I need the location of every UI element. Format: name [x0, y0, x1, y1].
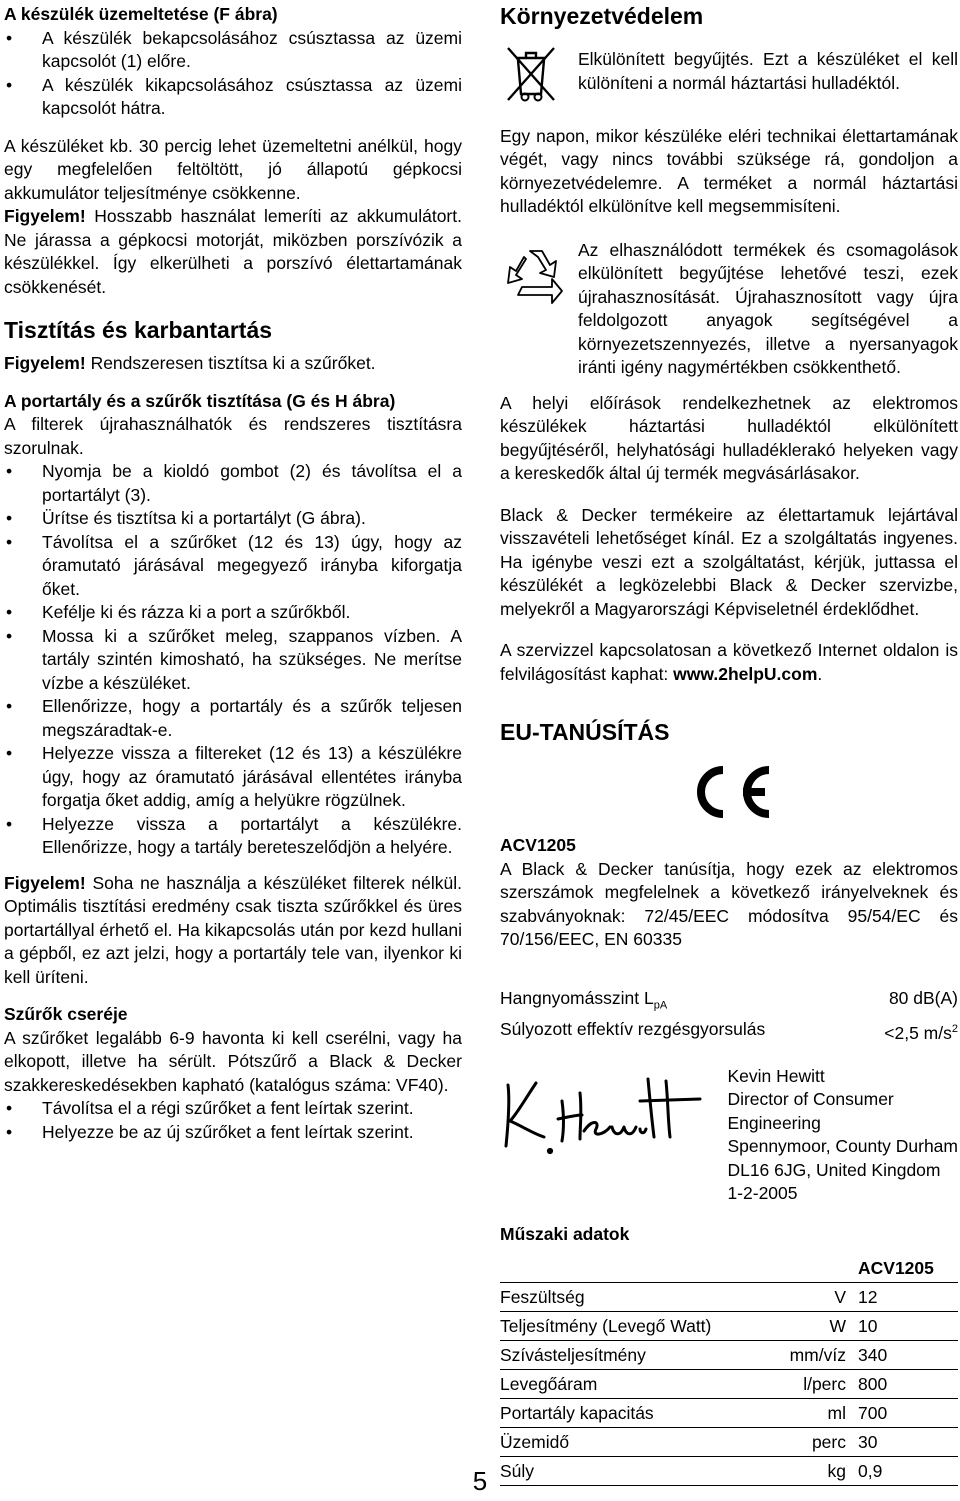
warning-paragraph — [4, 205, 462, 299]
signature-image — [500, 1071, 710, 1161]
operation-list — [4, 27, 462, 121]
signature-date: 1-2-2005 — [727, 1183, 798, 1204]
table-row: Feszültség V 12 — [500, 1283, 958, 1312]
section-title-environment: Környezetvédelem — [500, 3, 704, 29]
signer-name: Kevin Hewitt — [727, 1065, 825, 1086]
list-item: • Helyezze vissza a portartályt a készülékre. Ellenőrizze, hogy a tartály bereteszelődjön a helyére. — [4, 813, 462, 860]
service-url: www.2helpU.com — [673, 663, 818, 684]
paragraph: A szűrőket legalább 6-9 havonta ki kell cserélni, vagy ha elkopott, illetve ha sérült. Pótszűrő a Black & Decker szakkereskedésekben kapható (katalógus száma: VF40). — [4, 1027, 462, 1095]
ce-mark — [500, 762, 958, 824]
crossed-bin-icon — [500, 42, 578, 111]
table-row: Portartály kapacitás ml 700 — [500, 1399, 958, 1428]
specs-table — [500, 1254, 958, 1486]
section-title-cleaning: Tisztítás és karbantartás — [4, 317, 273, 343]
vibration-row: Súlyozott effektív rezgésgyorsulás <2,5 $m/s^2$ — [500, 1018, 958, 1043]
paragraph: A filterek újrahasználhatók és rendszeres tisztításra szorulnak. — [4, 414, 462, 458]
list-item: • Mossa ki a szűrőket meleg, szappanos vízben. A tartály szintén kimosható, ha szükséges. Ne merítse vízbe a készüléket. — [4, 625, 462, 696]
paragraph: A szervizzel kapcsolatosan a következő Internet oldalon is felvilágosítást kaphat: www.2helpU.com. — [500, 640, 958, 684]
list-item: • A készülék kikapcsolásához csúsztassa az üzemi kapcsolót hátra. — [4, 74, 462, 121]
list-item: • Ellenőrizze, hogy a portartály és a szűrők teljesen megszáradtak-e. — [4, 695, 462, 742]
list-item: • Ürítse és tisztítsa ki a portartályt (G ábra). — [4, 507, 462, 531]
paragraph: A helyi előírások rendelkezhetnek az elektromos készülékek háztartási hulladéktól elkülönített begyűjtéséről, helyhatósági hulladéklerakó helyeken vagy a kereskedők által új termék megvásárlásakor. — [500, 392, 958, 483]
list-item: • Kefélje ki és rázza ki a port a szűrőkből. — [4, 601, 462, 625]
recycle-block — [500, 239, 958, 380]
warning-paragraph — [4, 352, 462, 376]
section-title-filters: A portartály és a szűrők tisztítása (G és H ábra) — [4, 390, 396, 411]
replacement-list — [4, 1097, 462, 1144]
table-row: Súly kg 0,9 — [500, 1457, 958, 1486]
weee-block — [500, 42, 958, 111]
table-row: Szívásteljesítmény mm/víz 340 — [500, 1341, 958, 1370]
warning-label: Figyelem! — [4, 206, 86, 226]
paragraph: Egy napon, mikor készüléke eléri technikai élettartamának végét, vagy nincs további szüksége rá, gondoljon a környezetvédelemre. A terméket a normál háztartási hulladéktól elkülönítve kell megsemmisíteni. — [500, 125, 958, 216]
section-title-filter-replacement: Szűrők cseréje — [4, 1004, 128, 1024]
signer-address: DL16 6JG, United Kingdom — [727, 1159, 941, 1180]
paragraph: A készüléket kb. 30 percig lehet üzemeltetni anélkül, hogy egy megfelelően feltöltött, jó állapotú gépkocsi akkumulátor teljesítménye csökkenne. — [4, 135, 462, 203]
warning-text: Hosszabb használat lemeríti az akkumulátort. Ne járassa a gépkocsi motorját, miközben porszívózik a készülékkel. Így elkerülheti a porszívó élettartamának csökkenését. — [4, 206, 462, 297]
paragraph: Elkülönített begyűjtés. Ezt a készüléket el kell különíteni a normál háztartási hulladéktól. — [578, 49, 958, 93]
list-item: • Nyomja be a kioldó gombot (2) és távolítsa el a portartályt (3). — [4, 460, 462, 507]
table-row: Teljesítmény (Levegő Watt) W 10 — [500, 1312, 958, 1341]
table-header-row — [500, 1254, 958, 1283]
measurements — [500, 987, 958, 1045]
cleaning-steps-list — [4, 460, 462, 860]
signer-title: Director of Consumer — [727, 1089, 894, 1110]
right-column — [500, 0, 958, 1486]
signer-address: Spennymoor, County Durham — [727, 1136, 958, 1157]
list-item: • A készülék bekapcsolásához csúsztassa az üzemi kapcsolót (1) előre. — [4, 27, 462, 74]
paragraph: Black & Decker termékeire az élettartamuk lejártával visszavételi lehetőséget kínál. Ez a szolgáltatás ingyenes. Ha igénybe veszi ezt a szolgáltatást, kérjük, juttassa el készülékét a legközelebbi Black & Decker szervizbe, melyekről a Magyarországi Képviseletnél érdeklődhet. — [500, 504, 958, 619]
warning-label: Figyelem! — [4, 872, 86, 893]
warning-label: Figyelem! — [4, 353, 86, 373]
specs-model-header: ACV1205 — [858, 1254, 958, 1283]
warning-paragraph — [4, 872, 462, 990]
warning-text: Soha ne használja a készüléket filterek nélkül. Optimális tisztítási eredmény csak tiszta szűrőkkel és üres portartállyal érhető el. Ha kikapcsolás után por kezd hullani a gépből, ez azt jelzi, hogy a portartály tele van, ilyenkor ki kell üríteni. — [4, 872, 462, 987]
signer-title: Engineering — [727, 1112, 821, 1133]
noise-row: Hangnyomásszint $L_{pA}$ 80 dB(A) — [500, 987, 958, 1011]
signature-block — [500, 1065, 958, 1205]
list-item: • Helyezze be az új szűrőket a fent leírtak szerint. — [4, 1121, 462, 1145]
warning-text: Rendszeresen tisztítsa ki a szűrőket. — [85, 353, 376, 373]
list-item: • Helyezze vissza a filtereket (12 és 13) a készülékre úgy, hogy az óramutató járásával ellentétes irányba forgatja őket addig, amíg a helyükre rögzülnek. — [4, 742, 462, 813]
page-number: 5 — [472, 1466, 488, 1496]
paragraph: Az elhasználódott termékek és csomagolások elkülönített begyűjtése lehetővé teszi, ezek újrahasznosítását. Újrahasznosított vagy újra feldolgozott anyagok segítségével a környezetszennyezés, illetve a nyersanyagok iránti igény nagymértékben csökkenthető. — [578, 239, 958, 377]
list-item: • Távolítsa el a szűrőket (12 és 13) úgy, hogy az óramutató járásával megegyező irányba kiforgatja őket. — [4, 531, 462, 602]
list-item: • Távolítsa el a régi szűrőket a fent leírtak szerint. — [4, 1097, 462, 1121]
model-number: ACV1205 — [500, 835, 576, 855]
section-title-eu: EU-TANÚSÍTÁS — [500, 719, 670, 745]
table-row: Üzemidő perc 30 — [500, 1428, 958, 1457]
section-title-specs: Műszaki adatok — [500, 1223, 630, 1244]
table-row: Levegőáram l/perc 800 — [500, 1370, 958, 1399]
paragraph: A Black & Decker tanúsítja, hogy ezek az elektromos szerszámok megfelelnek a következő irányelveknek és szabványoknak: 72/45/EEC módosítva 95/54/EC és 70/156/EEC, EN 60335 — [500, 858, 958, 949]
recycle-icon — [500, 239, 578, 318]
section-title-operation: A készülék üzemeltetése (F ábra) — [4, 4, 278, 24]
left-column — [4, 0, 462, 1144]
